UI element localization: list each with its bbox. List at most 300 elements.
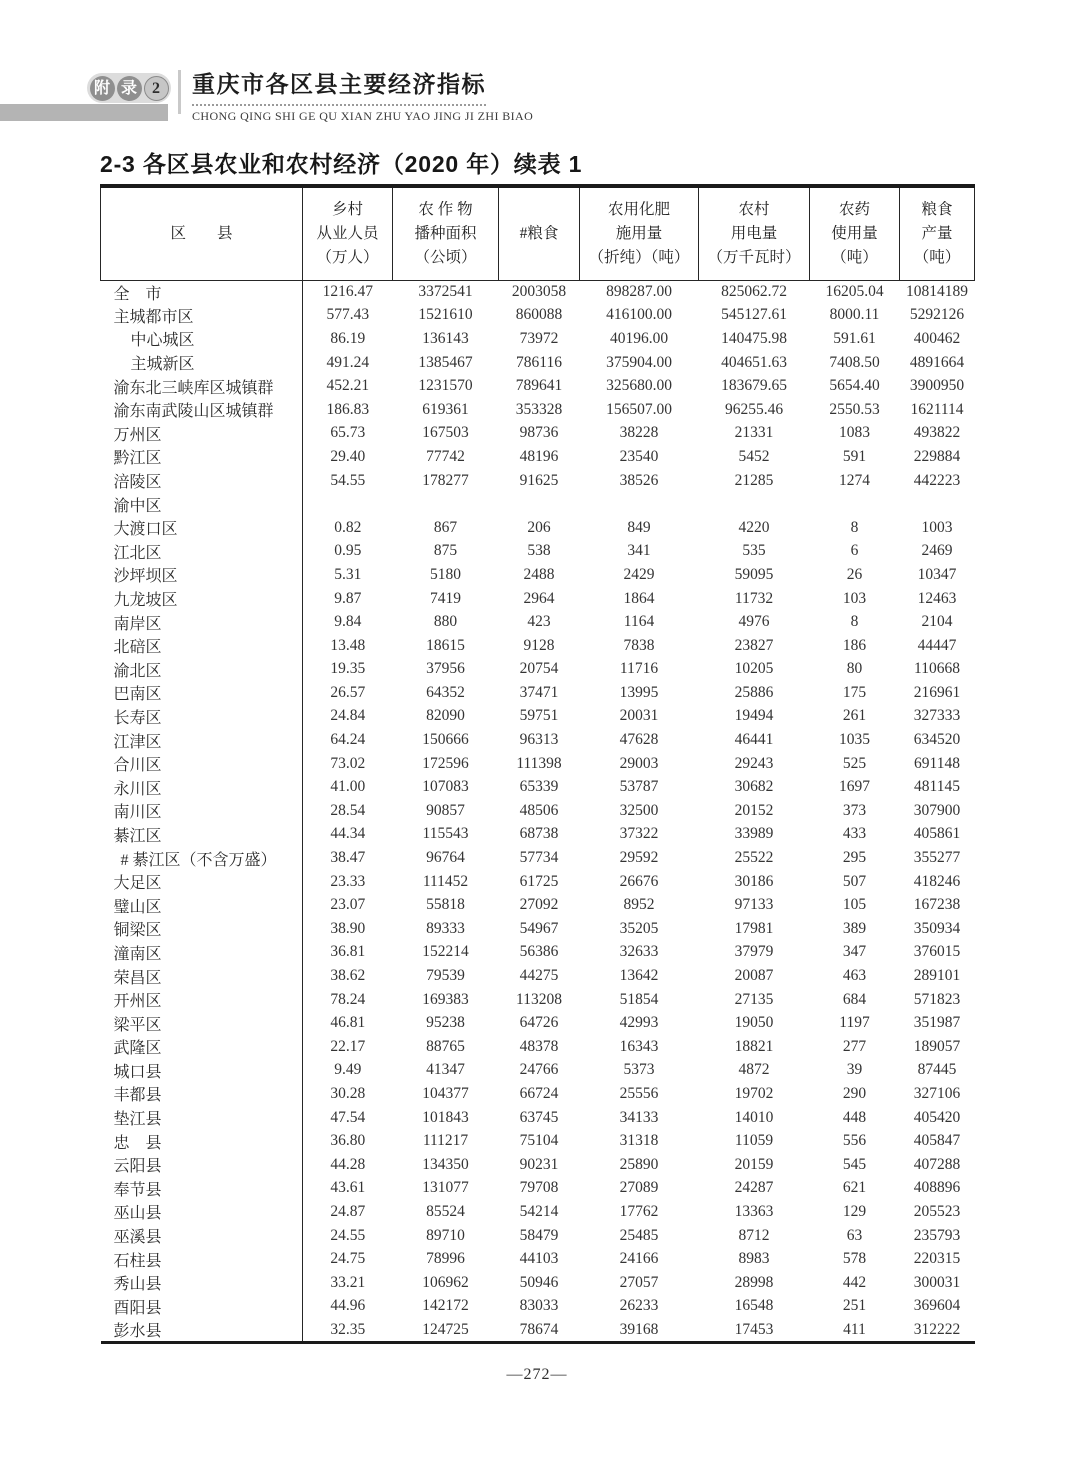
value-cell: 134350 xyxy=(422,1155,469,1173)
value-cell: 57734 xyxy=(519,849,559,867)
value-cell: 29.40 xyxy=(330,447,366,465)
column-header-2: 乡村 从业人员 （万人） xyxy=(303,186,393,280)
value-cell: 8983 xyxy=(738,1250,770,1268)
value-cell: 167238 xyxy=(913,896,961,914)
table-row xyxy=(101,1129,975,1153)
value-cell: 38526 xyxy=(619,471,659,489)
value-cell: 9.49 xyxy=(334,1061,362,1079)
region-name: 奉节县 xyxy=(101,1177,303,1201)
value-cell: 54214 xyxy=(519,1202,559,1220)
value-cell: 79539 xyxy=(426,967,465,985)
value-cell: 448 xyxy=(842,1108,867,1126)
value-cell: 1385467 xyxy=(418,353,473,371)
value-cell: 19702 xyxy=(734,1084,774,1102)
value-cell: 23827 xyxy=(734,636,774,654)
table-row xyxy=(101,728,975,752)
table-row xyxy=(101,327,975,351)
value-cell: 684 xyxy=(842,990,867,1008)
value-cell: 90231 xyxy=(519,1155,559,1173)
value-cell: 17453 xyxy=(734,1320,774,1338)
value-cell: 186 xyxy=(842,636,867,654)
value-cell: 452.21 xyxy=(326,377,370,395)
region-name: 酉阳县 xyxy=(101,1295,303,1319)
table-row xyxy=(101,1200,975,1224)
table-row xyxy=(101,799,975,823)
value-cell: 27092 xyxy=(519,896,559,914)
value-cell: 103 xyxy=(842,589,867,607)
table-row xyxy=(101,634,975,658)
value-cell: 8 xyxy=(850,613,859,631)
value-cell: 5.31 xyxy=(334,565,362,583)
value-cell: 577.43 xyxy=(326,306,370,324)
value-cell xyxy=(499,492,580,516)
value-cell: 136143 xyxy=(422,329,469,347)
value-cell xyxy=(393,492,499,516)
table-row xyxy=(101,398,975,422)
value-cell: 32633 xyxy=(619,943,659,961)
table-row xyxy=(101,280,975,304)
value-cell: 25886 xyxy=(734,683,774,701)
value-cell: 34133 xyxy=(619,1108,659,1126)
table-row xyxy=(101,1059,975,1083)
value-cell: 29003 xyxy=(619,754,659,772)
value-cell: 97133 xyxy=(734,896,774,914)
table-title: 2-3 各区县农业和农村经济（2020 年）续表 1 xyxy=(100,151,583,177)
region-name: 綦江区 xyxy=(101,823,303,847)
value-cell: 50946 xyxy=(519,1273,559,1291)
running-head xyxy=(0,0,1074,140)
value-cell: 295 xyxy=(842,849,867,867)
table-row xyxy=(101,1318,975,1343)
region-name: 云阳县 xyxy=(101,1153,303,1177)
table-header-row xyxy=(101,186,975,280)
value-cell: 507 xyxy=(842,872,867,890)
value-cell: 29243 xyxy=(734,754,774,772)
table-row xyxy=(101,1035,975,1059)
value-cell: 13995 xyxy=(619,683,659,701)
table-row xyxy=(101,870,975,894)
value-cell: 3372541 xyxy=(418,283,473,301)
region-name: 永川区 xyxy=(101,775,303,799)
value-cell: 25556 xyxy=(619,1084,659,1102)
value-cell: 17981 xyxy=(734,919,774,937)
value-cell: 24766 xyxy=(519,1061,559,1079)
value-cell: 73.02 xyxy=(330,754,366,772)
value-cell: 7838 xyxy=(623,636,655,654)
statistics-table xyxy=(100,184,975,1344)
region-name: 合川区 xyxy=(101,752,303,776)
value-cell: 106962 xyxy=(422,1273,469,1291)
value-cell: 30.28 xyxy=(330,1084,366,1102)
value-cell: 20159 xyxy=(734,1155,774,1173)
region-name: 铜梁区 xyxy=(101,917,303,941)
region-name: 大渡口区 xyxy=(101,516,303,540)
region-name: 长寿区 xyxy=(101,705,303,729)
value-cell: 433 xyxy=(842,825,867,843)
value-cell: 111452 xyxy=(422,872,469,890)
value-cell: 400462 xyxy=(913,329,961,347)
table-row xyxy=(101,445,975,469)
region-name: 武隆区 xyxy=(101,1035,303,1059)
value-cell: 25485 xyxy=(619,1226,659,1244)
value-cell: 355277 xyxy=(913,849,961,867)
table-row xyxy=(101,1011,975,1035)
value-cell: 28.54 xyxy=(330,801,366,819)
value-cell: 172596 xyxy=(422,754,469,772)
value-cell: 152214 xyxy=(422,943,469,961)
value-cell: 407288 xyxy=(913,1155,961,1173)
value-cell: 26233 xyxy=(619,1297,659,1315)
value-cell: 53787 xyxy=(619,778,659,796)
value-cell: 634520 xyxy=(913,731,961,749)
value-cell: 369604 xyxy=(913,1297,961,1315)
value-cell: 849 xyxy=(627,518,651,536)
region-name: 石柱县 xyxy=(101,1247,303,1271)
column-header-1: 区 县 xyxy=(101,186,303,280)
region-name: 城口县 xyxy=(101,1059,303,1083)
value-cell: 113208 xyxy=(516,990,562,1008)
value-cell: 621 xyxy=(842,1179,867,1197)
value-cell: 13.48 xyxy=(330,636,366,654)
value-cell: 8000.11 xyxy=(829,306,880,324)
table-row xyxy=(101,846,975,870)
value-cell: 423 xyxy=(527,613,551,631)
value-cell: 24.87 xyxy=(330,1202,366,1220)
value-cell: 538 xyxy=(527,542,551,560)
appendix-badge xyxy=(87,73,171,103)
value-cell: 33989 xyxy=(734,825,774,843)
value-cell: 78674 xyxy=(519,1320,559,1338)
value-cell: 115543 xyxy=(422,825,469,843)
table-row xyxy=(101,1295,975,1319)
value-cell: 11732 xyxy=(734,589,774,607)
value-cell: 31318 xyxy=(619,1132,659,1150)
value-cell: 312222 xyxy=(913,1320,961,1338)
column-header-4: #粮食 xyxy=(499,186,580,280)
value-cell: 23540 xyxy=(619,447,659,465)
table-row xyxy=(101,705,975,729)
value-cell: 405420 xyxy=(913,1108,961,1126)
table-header xyxy=(101,186,975,280)
value-cell: 156507.00 xyxy=(606,400,672,418)
value-cell: 5373 xyxy=(623,1061,655,1079)
value-cell: 556 xyxy=(842,1132,867,1150)
value-cell: 89710 xyxy=(426,1226,465,1244)
value-cell: 411 xyxy=(843,1320,866,1338)
value-cell: 5452 xyxy=(738,447,770,465)
value-cell: 0.95 xyxy=(334,542,362,560)
value-cell: 591.61 xyxy=(833,329,876,347)
value-cell: 373 xyxy=(842,801,867,819)
value-cell: 1216.47 xyxy=(322,283,373,301)
value-cell: 78996 xyxy=(426,1250,465,1268)
value-cell: 38.90 xyxy=(330,919,366,937)
value-cell: 54967 xyxy=(519,919,559,937)
table-row xyxy=(101,351,975,375)
header-gray-bar xyxy=(0,104,168,121)
value-cell: 205523 xyxy=(913,1202,961,1220)
region-name: 涪陵区 xyxy=(101,469,303,493)
value-cell: 124725 xyxy=(422,1320,469,1338)
value-cell: 591 xyxy=(842,447,867,465)
value-cell: 44275 xyxy=(519,967,559,985)
region-name: 北碚区 xyxy=(101,634,303,658)
column-header-3: 农 作 物 播种面积 （公顷） xyxy=(393,186,499,280)
value-cell: 20031 xyxy=(619,707,659,725)
value-cell: 2469 xyxy=(921,542,953,560)
value-cell xyxy=(699,492,810,516)
value-cell: 11059 xyxy=(734,1132,774,1150)
table-row xyxy=(101,775,975,799)
value-cell: 10814189 xyxy=(906,283,968,301)
value-cell: 48378 xyxy=(519,1037,559,1055)
value-cell: 351987 xyxy=(913,1014,961,1032)
table-row xyxy=(101,893,975,917)
value-cell: 14010 xyxy=(734,1108,774,1126)
badge-char-1: 附 xyxy=(90,76,115,101)
value-cell: 79708 xyxy=(519,1179,559,1197)
value-cell: 16205.04 xyxy=(825,283,884,301)
region-name: 垫江县 xyxy=(101,1106,303,1130)
value-cell: 9.84 xyxy=(334,613,362,631)
value-cell: 98736 xyxy=(519,424,559,442)
value-cell: 20087 xyxy=(734,967,774,985)
value-cell: 1274 xyxy=(839,471,870,489)
region-name: 万州区 xyxy=(101,422,303,446)
value-cell: 545127.61 xyxy=(721,306,787,324)
table-row xyxy=(101,658,975,682)
value-cell: 1003 xyxy=(921,518,953,536)
value-cell: 375904.00 xyxy=(606,353,672,371)
value-cell: 21285 xyxy=(734,471,774,489)
value-cell: 5292126 xyxy=(909,306,965,324)
value-cell: 32500 xyxy=(619,801,659,819)
value-cell: 61725 xyxy=(519,872,559,890)
value-cell: 189057 xyxy=(913,1037,961,1055)
table-row xyxy=(101,1247,975,1271)
value-cell: 525 xyxy=(842,754,867,772)
column-header-5: 农用化肥 施用量 （折纯）（吨） xyxy=(580,186,699,280)
table-row xyxy=(101,587,975,611)
value-cell: 1231570 xyxy=(418,377,473,395)
value-cell: 38228 xyxy=(619,424,659,442)
value-cell: 4220 xyxy=(738,518,770,536)
value-cell: 578 xyxy=(842,1250,867,1268)
value-cell: 96255.46 xyxy=(724,400,784,418)
value-cell: 376015 xyxy=(913,943,961,961)
value-cell: 789641 xyxy=(515,377,563,395)
value-cell: 101843 xyxy=(422,1108,469,1126)
value-cell: 405861 xyxy=(913,825,961,843)
value-cell: 44447 xyxy=(917,636,957,654)
value-cell: 175 xyxy=(842,683,867,701)
value-cell: 96764 xyxy=(426,849,465,867)
value-cell: 66724 xyxy=(519,1084,559,1102)
value-cell: 39168 xyxy=(619,1320,659,1338)
value-cell: 5180 xyxy=(430,565,461,583)
value-cell: 2429 xyxy=(623,565,655,583)
header-divider xyxy=(178,70,181,114)
value-cell: 220315 xyxy=(913,1250,961,1268)
value-cell: 86.19 xyxy=(330,329,366,347)
region-name: 璧山区 xyxy=(101,893,303,917)
value-cell: 55818 xyxy=(426,896,465,914)
table-row xyxy=(101,516,975,540)
value-cell: 289101 xyxy=(913,967,961,985)
value-cell: 691148 xyxy=(914,754,960,772)
value-cell: 825062.72 xyxy=(721,283,787,301)
region-name: 黔江区 xyxy=(101,445,303,469)
value-cell: 235793 xyxy=(913,1226,961,1244)
value-cell: 619361 xyxy=(422,400,469,418)
value-cell: 82090 xyxy=(426,707,465,725)
value-cell: 13642 xyxy=(619,967,659,985)
value-cell: 1083 xyxy=(839,424,870,442)
value-cell: 48506 xyxy=(519,801,559,819)
region-name: 江津区 xyxy=(101,728,303,752)
value-cell: 418246 xyxy=(913,872,961,890)
value-cell: 24166 xyxy=(619,1250,659,1268)
value-cell: 19050 xyxy=(734,1014,774,1032)
table-row xyxy=(101,540,975,564)
region-name: 渝东南武陵山区城镇群 xyxy=(101,398,303,422)
value-cell: 898287.00 xyxy=(606,283,672,301)
value-cell: 867 xyxy=(433,518,458,536)
value-cell: 216961 xyxy=(913,683,961,701)
region-name: 巴南区 xyxy=(101,681,303,705)
value-cell: 140475.98 xyxy=(721,329,787,347)
value-cell: 860088 xyxy=(515,306,563,324)
value-cell: 18615 xyxy=(426,636,465,654)
value-cell: 325680.00 xyxy=(606,377,672,395)
value-cell: 8952 xyxy=(623,896,655,914)
value-cell: 38.62 xyxy=(330,967,366,985)
value-cell: 186.83 xyxy=(326,400,370,418)
table-row xyxy=(101,941,975,965)
value-cell: 16548 xyxy=(734,1297,774,1315)
value-cell: 26676 xyxy=(619,872,659,890)
column-header-7: 农药 使用量 （吨） xyxy=(810,186,900,280)
value-cell: 88765 xyxy=(426,1037,465,1055)
value-cell: 41.00 xyxy=(330,778,366,796)
table-row xyxy=(101,1177,975,1201)
value-cell: 64352 xyxy=(426,683,465,701)
value-cell: 65339 xyxy=(519,778,559,796)
table-row xyxy=(101,304,975,328)
value-cell: 178277 xyxy=(422,471,469,489)
value-cell: 44103 xyxy=(519,1250,559,1268)
value-cell: 7408.50 xyxy=(829,353,880,371)
value-cell: 129 xyxy=(842,1202,867,1220)
table-row xyxy=(101,492,975,516)
value-cell: 78.24 xyxy=(330,990,366,1008)
region-name: 主城新区 xyxy=(101,351,303,375)
value-cell: 20754 xyxy=(519,660,559,678)
value-cell: 3900950 xyxy=(909,377,965,395)
value-cell: 32.35 xyxy=(330,1320,366,1338)
value-cell: 25890 xyxy=(619,1155,659,1173)
value-cell: 23.07 xyxy=(330,896,366,914)
value-cell: 389 xyxy=(842,919,867,937)
value-cell: 6 xyxy=(850,542,859,560)
value-cell: 51854 xyxy=(619,990,659,1008)
value-cell: 111398 xyxy=(516,754,562,772)
value-cell: 535 xyxy=(742,542,766,560)
value-cell: 59095 xyxy=(734,565,774,583)
value-cell: 1164 xyxy=(623,613,655,631)
value-cell xyxy=(810,492,900,516)
value-cell: 59751 xyxy=(519,707,559,725)
value-cell: 24.55 xyxy=(330,1226,366,1244)
value-cell: 16343 xyxy=(619,1037,659,1055)
value-cell: 0.82 xyxy=(334,518,362,536)
value-cell: 30682 xyxy=(734,778,774,796)
value-cell: 17762 xyxy=(619,1202,659,1220)
value-cell: 416100.00 xyxy=(606,306,672,324)
value-cell: 545 xyxy=(842,1155,867,1173)
value-cell: 105 xyxy=(842,896,867,914)
column-header-8: 粮食 产量 （吨） xyxy=(900,186,975,280)
value-cell: 35205 xyxy=(619,919,659,937)
value-cell: 63745 xyxy=(519,1108,559,1126)
value-cell: 77742 xyxy=(426,447,465,465)
value-cell: 43.61 xyxy=(330,1179,366,1197)
table-row xyxy=(101,374,975,398)
chapter-pinyin: CHONG QING SHI GE QU XIAN ZHU YAO JING JI ZHI BIAO xyxy=(192,109,534,123)
region-name: 南川区 xyxy=(101,799,303,823)
value-cell: 27089 xyxy=(619,1179,659,1197)
value-cell: 24287 xyxy=(734,1179,774,1197)
value-cell: 307900 xyxy=(913,801,961,819)
value-cell: 1197 xyxy=(839,1014,870,1032)
value-cell: 571823 xyxy=(913,990,961,1008)
value-cell: 44.34 xyxy=(330,825,366,843)
region-name: 全 市 xyxy=(101,280,303,304)
value-cell: 40196.00 xyxy=(609,329,669,347)
page-number: —272— xyxy=(506,1366,568,1383)
value-cell: 19.35 xyxy=(330,660,366,678)
region-name: 九龙坡区 xyxy=(101,587,303,611)
value-cell: 8712 xyxy=(738,1226,770,1244)
value-cell: 33.21 xyxy=(330,1273,366,1291)
value-cell: 4976 xyxy=(738,613,770,631)
value-cell: 13363 xyxy=(734,1202,774,1220)
value-cell: 142172 xyxy=(422,1297,469,1315)
value-cell: 22.17 xyxy=(330,1037,366,1055)
value-cell xyxy=(900,492,975,516)
value-cell: 23.33 xyxy=(330,872,366,890)
value-cell: 206 xyxy=(527,518,551,536)
table-row xyxy=(101,752,975,776)
value-cell: 442 xyxy=(842,1273,867,1291)
value-cell: 880 xyxy=(433,613,458,631)
value-cell: 9.87 xyxy=(334,589,362,607)
table-row xyxy=(101,681,975,705)
value-cell: 24.75 xyxy=(330,1250,366,1268)
value-cell: 183679.65 xyxy=(721,377,787,395)
region-name: 江北区 xyxy=(101,540,303,564)
value-cell: 2964 xyxy=(523,589,555,607)
value-cell: 58479 xyxy=(519,1226,559,1244)
value-cell: 353328 xyxy=(515,400,563,418)
table-row xyxy=(101,964,975,988)
table-row xyxy=(101,563,975,587)
value-cell: 5654.40 xyxy=(829,377,880,395)
value-cell: 29592 xyxy=(619,849,659,867)
value-cell: 80 xyxy=(846,660,863,678)
table-row xyxy=(101,1271,975,1295)
value-cell: 405847 xyxy=(913,1132,961,1150)
